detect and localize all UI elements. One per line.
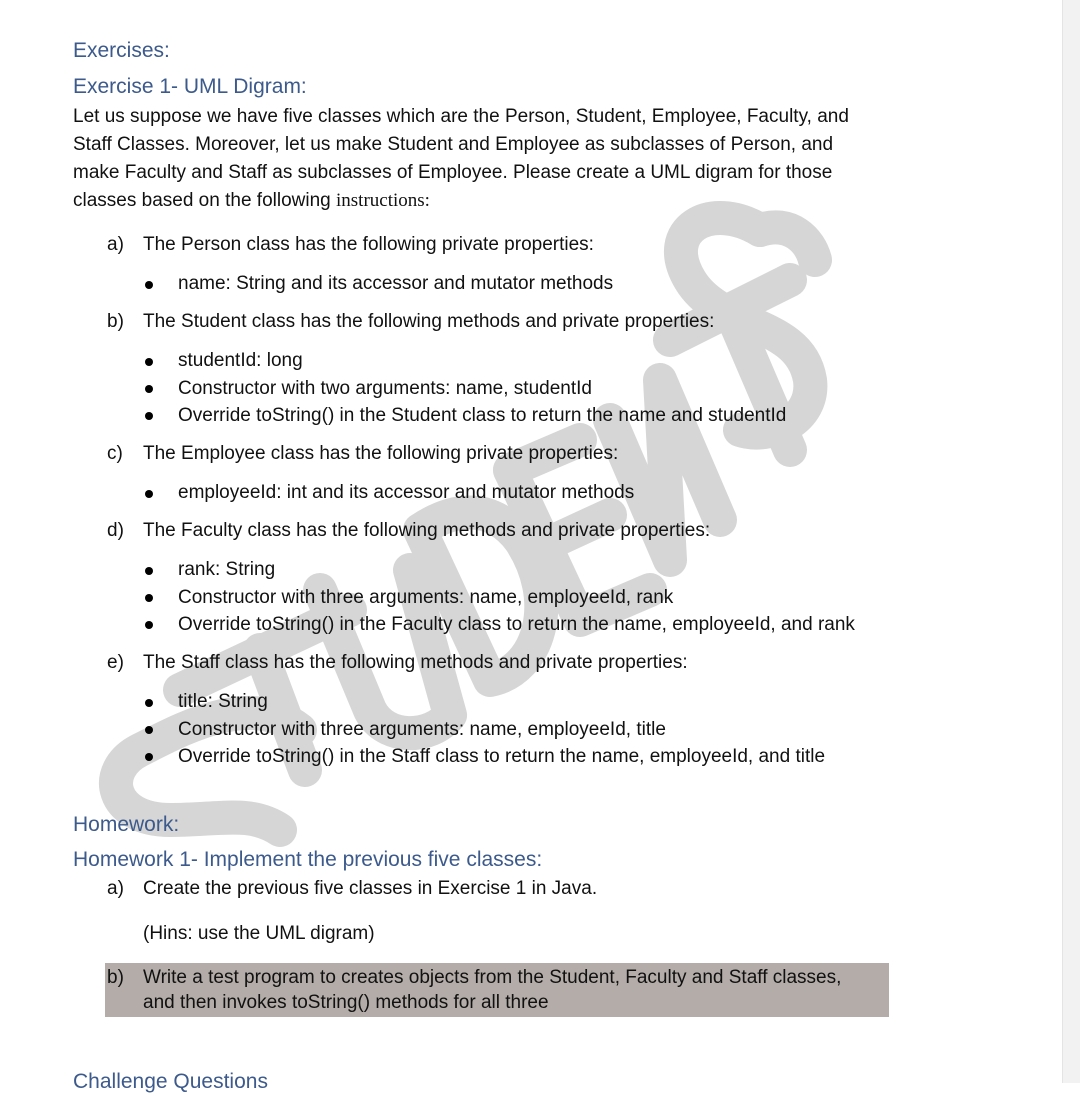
bullet-dot bbox=[145, 567, 153, 575]
item-b-label: b) bbox=[107, 311, 124, 332]
item-d-label: d) bbox=[107, 520, 124, 541]
exercise-1-heading: Exercise 1- UML Digram: bbox=[73, 75, 307, 98]
item-c-label: c) bbox=[107, 443, 123, 464]
item-c-text: The Employee class has the following private properties: bbox=[143, 443, 619, 464]
scrollbar-gutter[interactable] bbox=[1062, 0, 1080, 1083]
item-e-label: e) bbox=[107, 652, 124, 673]
item-d-bullet-1: rank: String bbox=[178, 559, 276, 580]
homework-a-text: Create the previous five classes in Exercise 1 in Java. bbox=[143, 878, 598, 899]
bullet-dot bbox=[145, 385, 153, 393]
next-section-heading: Challenge Questions bbox=[73, 1070, 268, 1093]
bullet-dot bbox=[145, 621, 153, 629]
homework-1-heading: Homework 1- Implement the previous five classes: bbox=[73, 848, 543, 871]
item-e-bullet-3: Override toString() in the Staff class to return the name, employeeId, and title bbox=[178, 746, 826, 767]
intro-line-4-end: instructions: bbox=[336, 190, 430, 211]
item-d-bullet-2: Constructor with three arguments: name, employeeId, rank bbox=[178, 587, 674, 608]
intro-line-3: make Faculty and Staff as subclasses of Employee. Please create a UML digram for those bbox=[73, 162, 833, 183]
intro-line-1: Let us suppose we have five classes which are the Person, Student, Employee, Faculty, and bbox=[73, 106, 849, 127]
intro-line-4-start: classes based on the following bbox=[73, 190, 336, 211]
bullet-dot bbox=[145, 594, 153, 602]
item-a-label: a) bbox=[107, 234, 124, 255]
homework-heading: Homework: bbox=[73, 813, 180, 836]
bullet-dot bbox=[145, 358, 153, 366]
homework-a-label: a) bbox=[107, 878, 124, 899]
bullet-dot bbox=[145, 726, 153, 734]
item-e-bullet-1: title: String bbox=[178, 691, 268, 712]
item-b-bullet-2: Constructor with two arguments: name, studentId bbox=[178, 378, 592, 399]
exercises-heading: Exercises: bbox=[73, 39, 170, 62]
intro-line-4 bbox=[73, 187, 430, 215]
item-a-text: The Person class has the following private properties: bbox=[143, 234, 594, 255]
item-b-text: The Student class has the following methods and private properties: bbox=[143, 311, 715, 332]
item-b-bullet-3: Override toString() in the Student class to return the name and studentId bbox=[178, 405, 787, 426]
intro-line-2: Staff Classes. Moreover, let us make Student and Employee as subclasses of Person, and bbox=[73, 134, 834, 155]
homework-a-note: (Hins: use the UML digram) bbox=[143, 923, 375, 944]
item-e-text: The Staff class has the following methods and private properties: bbox=[143, 652, 688, 673]
homework-b-line-1: Write a test program to creates objects from the Student, Faculty and Staff classes, bbox=[143, 967, 842, 988]
bullet-dot bbox=[145, 490, 153, 498]
item-b-bullet-1: studentId: long bbox=[178, 350, 303, 371]
item-e-bullet-2: Constructor with three arguments: name, employeeId, title bbox=[178, 719, 666, 740]
bullet-dot bbox=[145, 753, 153, 761]
item-d-text: The Faculty class has the following methods and private properties: bbox=[143, 520, 711, 541]
bullet-dot bbox=[145, 281, 153, 289]
bullet-dot bbox=[145, 412, 153, 420]
homework-b-label: b) bbox=[107, 967, 124, 988]
item-c-bullet-1: employeeId: int and its accessor and mutator methods bbox=[178, 482, 635, 503]
item-d-bullet-3: Override toString() in the Faculty class to return the name, employeeId, and rank bbox=[178, 614, 855, 635]
homework-b-line-2: and then invokes toString() methods for all three bbox=[143, 992, 549, 1013]
bullet-dot bbox=[145, 699, 153, 707]
item-a-bullet-1: name: String and its accessor and mutator methods bbox=[178, 273, 614, 294]
